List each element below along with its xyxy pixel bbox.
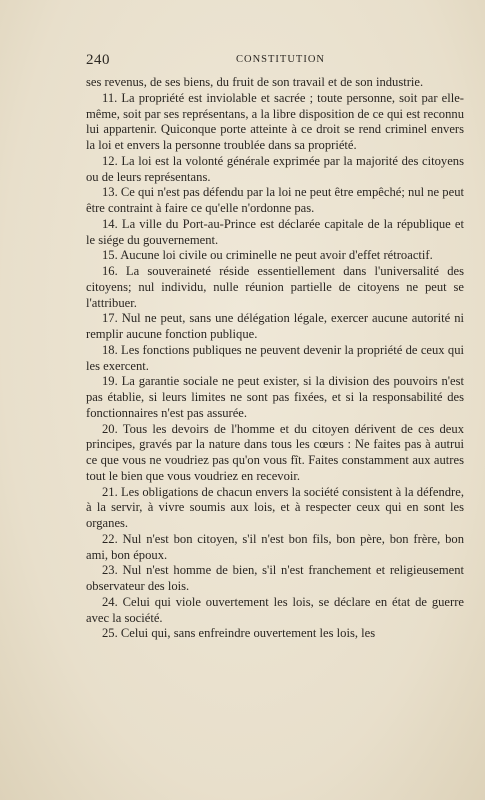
page-header	[86, 52, 464, 68]
article-24: 24. Celui qui viole ouvertement les lois, se déclare en état de guerre avec la société.	[86, 594, 464, 625]
article-19: 19. La garantie sociale ne peut exister, si la division des pouvoirs n'est pas établie, si leurs limites ne sont pas fixées, et si la responsabilité des fonctionnaires n'est pas assurée.	[86, 374, 464, 420]
article-20: 20. Tous les devoirs de l'homme et du citoyen dérivent de ces deux principes, gravés par la nature dans tous les cœurs : Ne faites pas à autrui ce que vous ne voudriez pas qu'on vous fît. Faites constamment aux autres tout le bien que vous voudriez en recevoir.	[86, 421, 464, 483]
paragraph-continuation: ses revenus, de ses biens, du fruit de son travail et de son industrie.	[86, 75, 424, 89]
page-number: 240	[86, 52, 110, 68]
article-16: 16. La souveraineté réside essentiellement dans l'universalité des citoyens; nul individu, nulle réunion partielle de citoyens ne peut se l'attribuer.	[86, 264, 464, 310]
article-15: 15. Aucune loi civile ou criminelle ne peut avoir d'effet rétroactif.	[102, 248, 433, 263]
body-text	[86, 75, 464, 642]
article-12: 12. La loi est la volonté générale exprimée par la majorité des citoyens ou de leurs représentans.	[86, 153, 464, 184]
article-14: 14. La ville du Port-au-Prince est déclarée capitale de la république et le siége du gouvernement.	[86, 216, 464, 247]
article-25: 25. Celui qui, sans enfreindre ouvertement les lois, les	[102, 626, 376, 641]
article-18: 18. Les fonctions publiques ne peuvent devenir la propriété de ceux qui les exercent.	[86, 342, 464, 373]
article-23: 23. Nul n'est homme de bien, s'il n'est franchement et religieusement observateur des lois.	[86, 563, 464, 593]
article-17: 17. Nul ne peut, sans une délégation légale, exercer aucune autorité ni remplir aucune fonction publique.	[86, 311, 464, 341]
article-21: 21. Les obligations de chacun envers la société consistent à la défendre, à la servir, à vivre soumis aux lois, et à respecter ceux qui en sont les organes.	[86, 484, 464, 530]
article-22: 22. Nul n'est bon citoyen, s'il n'est bon fils, bon père, bon frère, bon ami, bon époux.	[86, 531, 464, 562]
running-title: CONSTITUTION	[236, 54, 325, 65]
article-13: 13. Ce qui n'est pas défendu par la loi ne peut être empêché; nul ne peut être contraint à faire ce qu'elle n'ordonne pas.	[86, 185, 464, 215]
article-11: 11. La propriété est inviolable et sacrée ; toute personne, soit par elle-même, soit par ses représentans, a la libre disposition de ce qui est reconnu lui appartenir. Quiconque porte atteinte à ce droit se rend criminel envers la loi et envers la personne troublée dans sa propriété.	[86, 90, 464, 152]
